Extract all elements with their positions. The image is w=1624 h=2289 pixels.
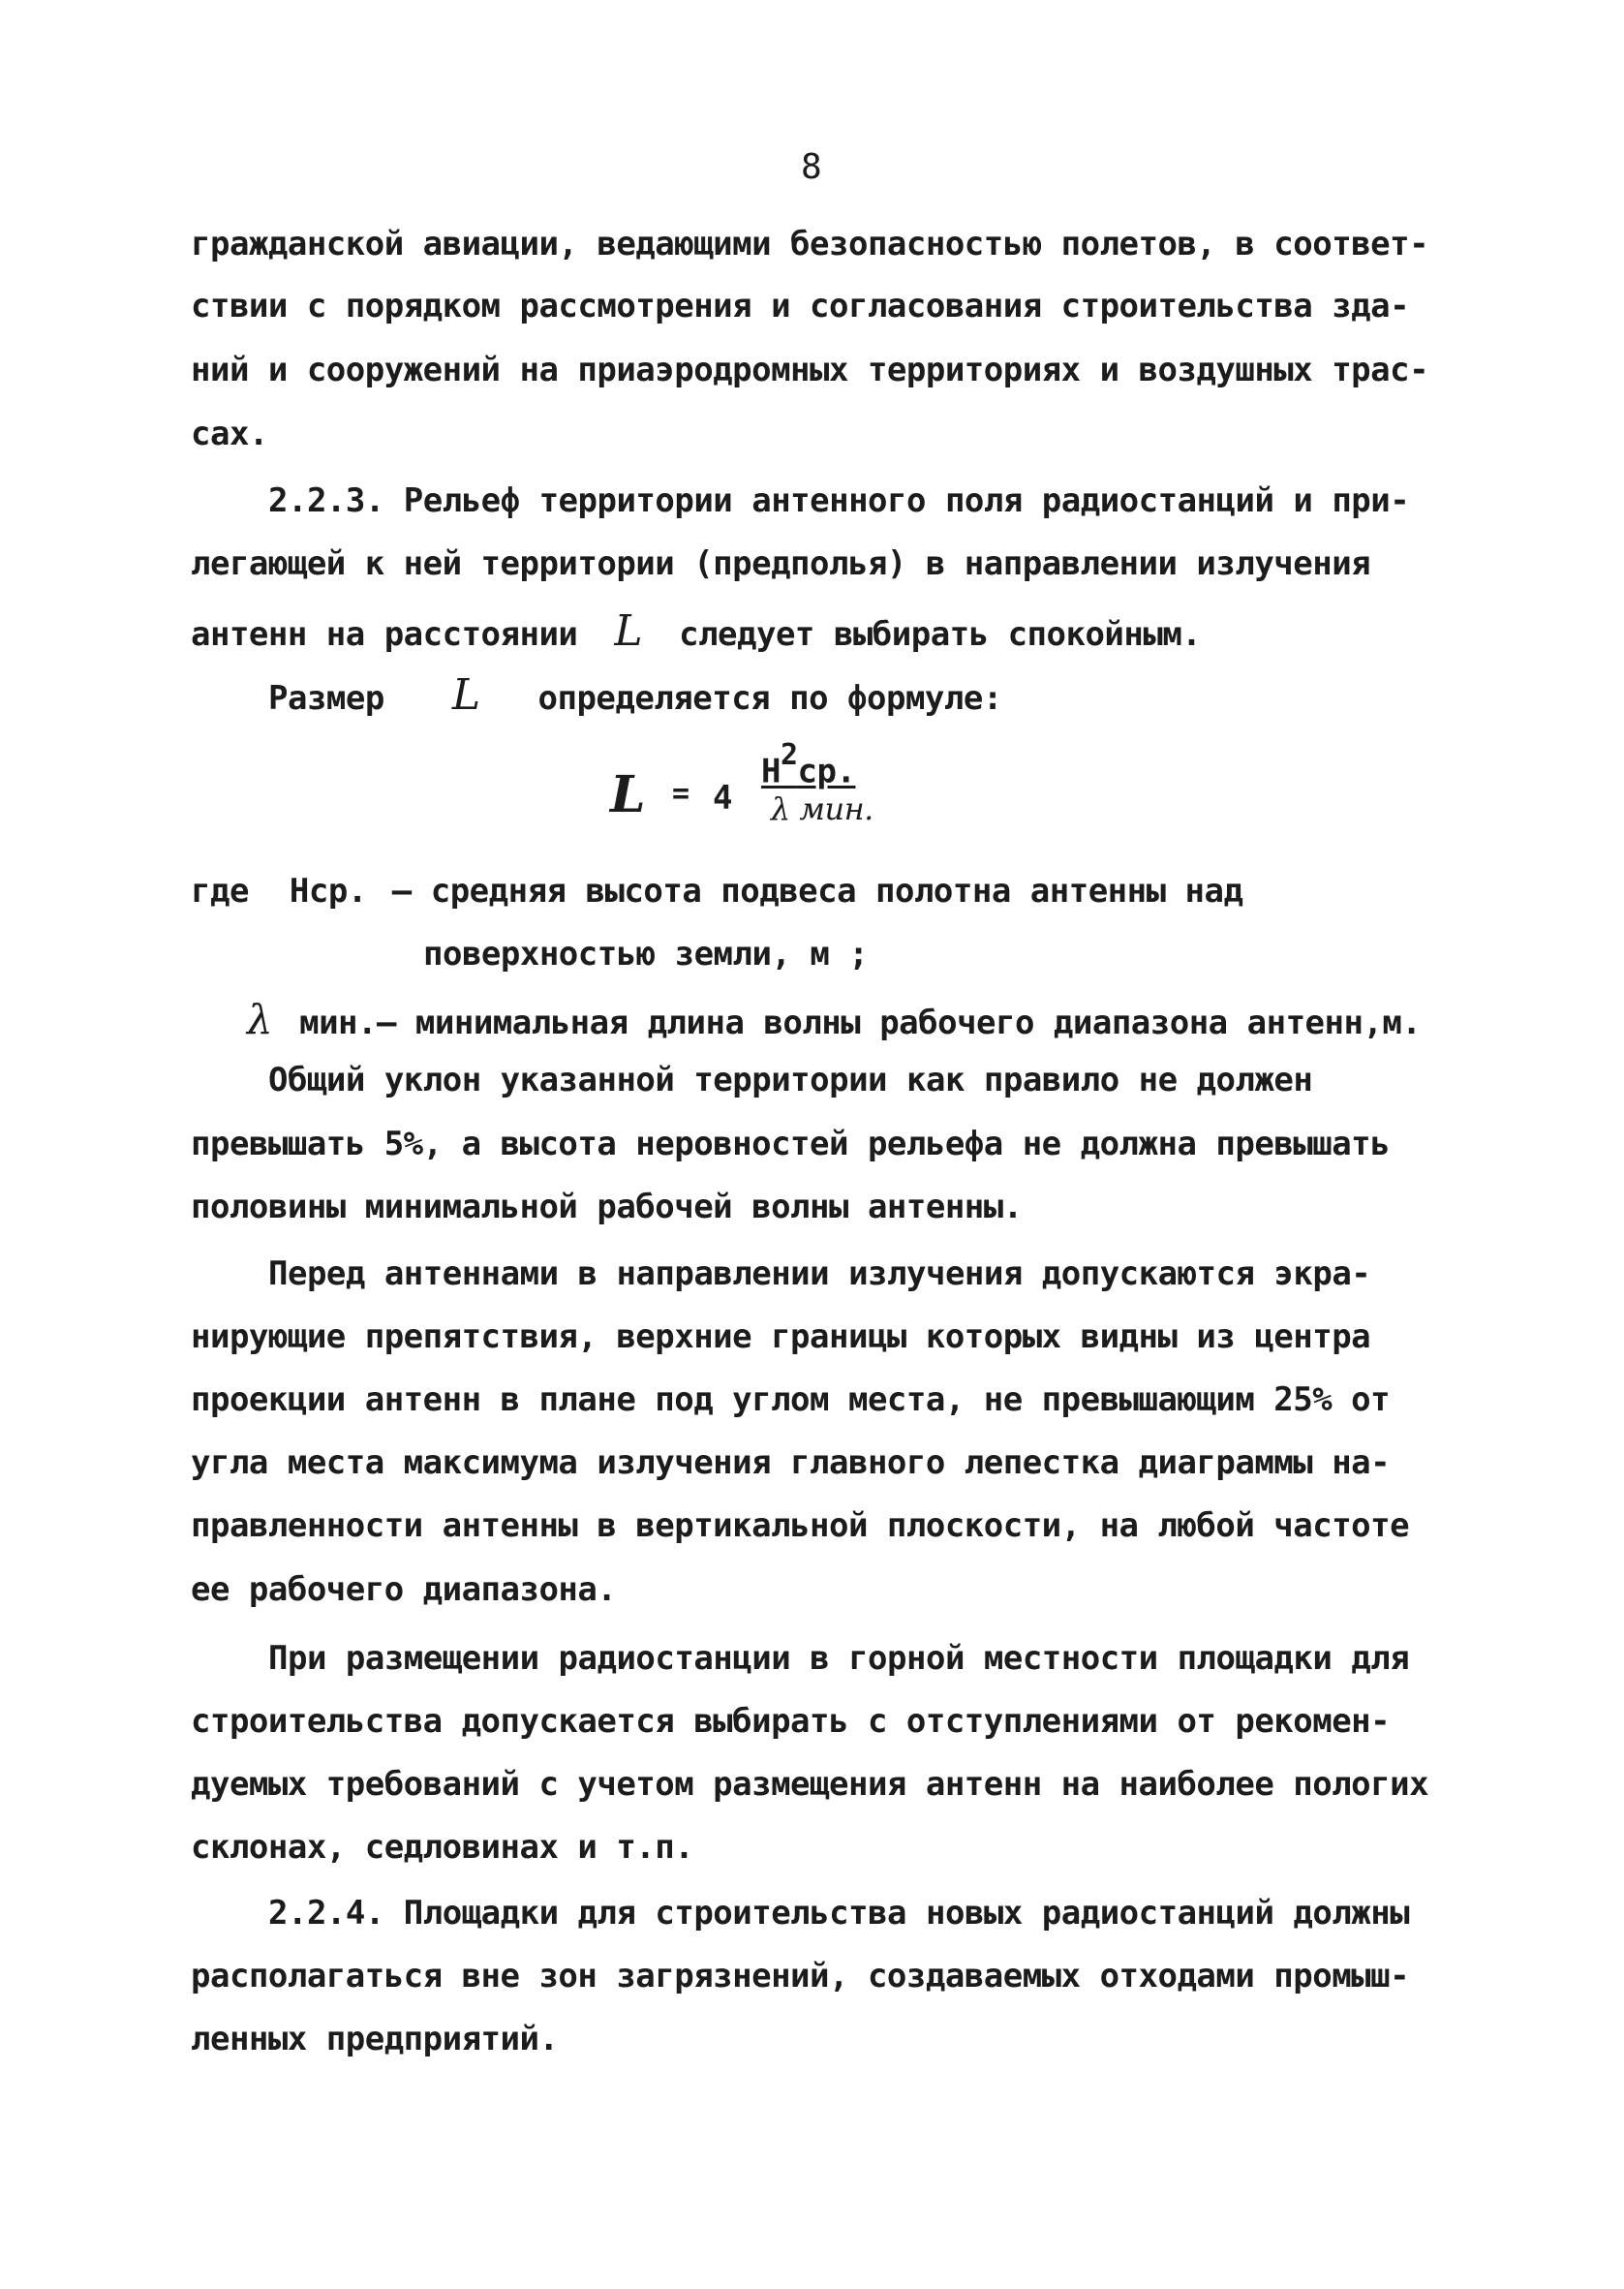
numerator-base: Н [761, 752, 781, 791]
text-line: Перед антеннами в направлении излучения допускаются экра- [268, 1254, 1371, 1293]
text-line: строительства допускается выбирать с отступлениями от рекомен- [191, 1702, 1391, 1741]
numerator-subscript: ср. [797, 752, 856, 791]
text-line: склонах, седловинах и т.п. [191, 1828, 694, 1867]
text-line: превышать 5%, а высота неровностей рельефа не должна превышать [191, 1125, 1391, 1163]
text-line: сах. [191, 415, 268, 453]
text-line: Общий уклон указанной территории как правило не должен [268, 1061, 1313, 1099]
text-fragment: следует выбирать спокойным. [679, 615, 1202, 654]
formula-coefficient: 4 [713, 779, 732, 818]
text-line: ствии с порядком рассмотрения и согласования строительства зда- [191, 287, 1410, 325]
text-fragment: определяется по формуле: [537, 679, 1002, 718]
formula-denominator: λ мин. [771, 790, 873, 827]
text-line: дуемых требований с учетом размещения антенн на наиболее пологих [191, 1765, 1429, 1804]
text-line: правленности антенны в вертикальной плоскости, на любой частоте [191, 1506, 1410, 1545]
text-line: гражданской авиации, ведающими безопасностью полетов, в соответ- [191, 225, 1429, 263]
text-line: ее рабочего диапазона. [191, 1570, 617, 1609]
definition-h-cont: поверхностью земли, м ; [423, 935, 869, 974]
numerator-exponent: 2 [780, 738, 798, 772]
text-line [268, 670, 1002, 720]
section-2-2-3-line: 2.2.3. Рельеф территории антенного поля радиостанций и при- [268, 481, 1410, 520]
h-term: Нср. [289, 872, 367, 911]
text-line: половины минимальной рабочей волны антенны. [191, 1188, 1023, 1226]
text-line: располагаться вне зон загрязнений, создаваемых отходами промыш- [191, 1957, 1410, 1995]
text-line: легающей к ней территории (предполья) в направлении излучения [191, 544, 1371, 583]
definition-h [191, 872, 1242, 911]
formula [610, 738, 978, 851]
text-line: нирующие препятствия, верхние границы которых видны из центра [191, 1317, 1371, 1356]
lambda-symbol: λ [247, 996, 273, 1043]
lambda-description: мин.– минимальная длина волны рабочего диапазона антенн,м. [299, 1004, 1422, 1042]
page-number: 8 [801, 147, 822, 187]
text-fragment: Размер [268, 679, 384, 718]
text-line: ленных предприятий. [191, 2020, 559, 2058]
symbol-L: L [451, 670, 480, 720]
formula-numerator [761, 738, 856, 791]
formula-lhs: L [610, 765, 646, 824]
text-line: проекции антенн в плане под углом места, не превышающим 25% от [191, 1380, 1391, 1419]
text-line [191, 606, 1201, 656]
text-line: При размещении радиостанции в горной местности площадки для [268, 1639, 1410, 1678]
definition-lambda [247, 996, 1421, 1043]
where-label: где [191, 872, 249, 911]
text-line: угла места максимума излучения главного лепестка диаграммы на- [191, 1443, 1391, 1482]
symbol-L: L [614, 606, 643, 656]
text-fragment: антенн на расстоянии [191, 615, 578, 654]
text-line: ний и сооружений на приаэродромных территориях и воздушных трас- [191, 351, 1429, 389]
formula-equals: = [672, 777, 689, 811]
h-description: – средняя высота подвеса полотна антенны над [391, 872, 1243, 911]
section-2-2-4-line: 2.2.4. Площадки для строительства новых радиостанций должны [268, 1894, 1410, 1933]
